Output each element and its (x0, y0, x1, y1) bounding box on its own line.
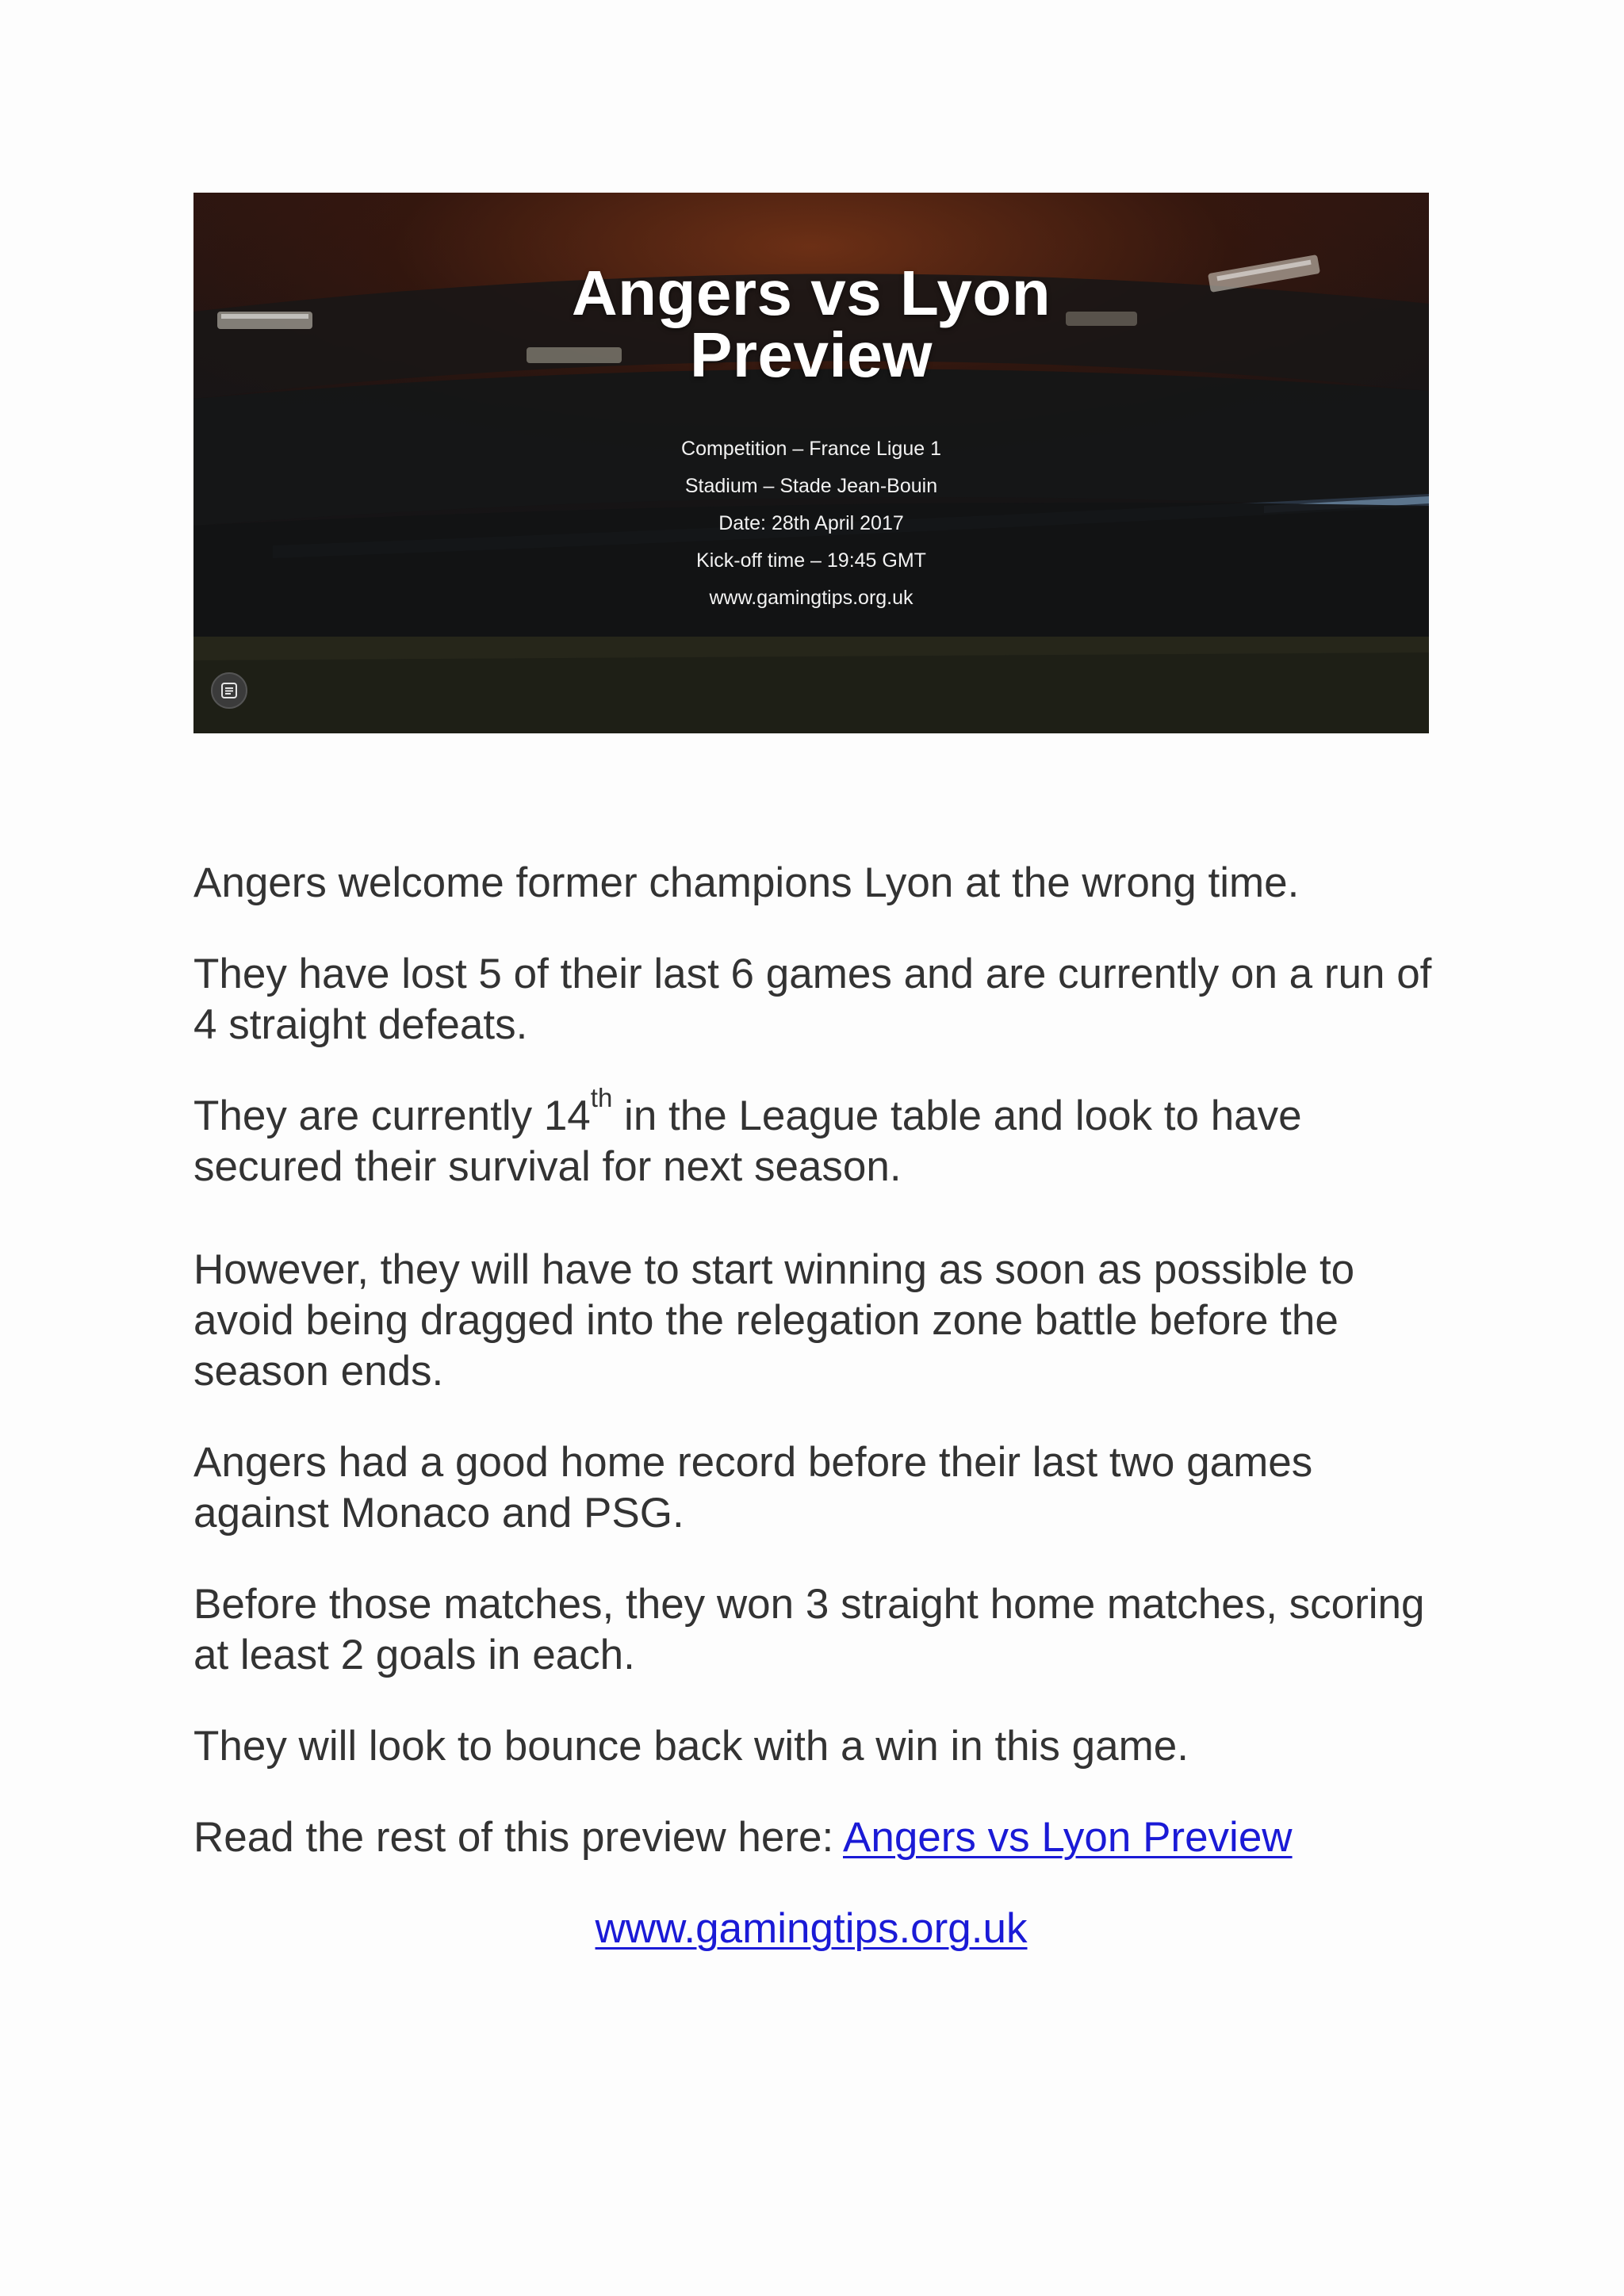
paragraph-3-start: They are currently 14 (193, 1093, 591, 1139)
banner-website: www.gamingtips.org.uk (709, 587, 914, 609)
paragraph-1: Angers welcome former champions Lyon at the wrong time. (193, 859, 1300, 906)
paragraph-2: They have lost 5 of their last 6 games and are currently on a run of 4 straight defeats. (193, 951, 1432, 1048)
banner-title-line-2: Preview (690, 320, 933, 390)
paragraph-3-end: in the League table and look to have secured their survival for next season. (193, 1093, 1302, 1190)
preview-banner-image (193, 193, 1429, 733)
banner-date: Date: 28th April 2017 (718, 512, 904, 534)
ordinal-suffix: th (590, 1083, 613, 1113)
banner-match-info (193, 430, 1429, 617)
paragraph-5: Angers had a good home record before their last two games against Monaco and PSG. (193, 1439, 1313, 1536)
list-icon-glyph (220, 682, 238, 699)
list-icon[interactable] (211, 672, 247, 709)
banner-competition: Competition – France Ligue 1 (681, 438, 941, 460)
read-more-prefix: Read the rest of this preview here: (193, 1814, 843, 1861)
paragraph-7: They will look to bounce back with a win in this game. (193, 1723, 1189, 1770)
website-link[interactable]: www.gamingtips.org.uk (595, 1905, 1028, 1952)
article-body (193, 858, 1446, 1995)
paragraph-6: Before those matches, they won 3 straight home matches, scoring at least 2 goals in each. (193, 1581, 1425, 1678)
banner-title-line-1: Angers vs Lyon (571, 258, 1051, 328)
paragraph-3 (193, 1083, 1446, 1192)
paragraph-8 (193, 1812, 1446, 1863)
banner-title (193, 258, 1429, 390)
banner-stadium: Stadium – Stade Jean-Bouin (684, 475, 938, 497)
banner-kickoff: Kick-off time – 19:45 GMT (696, 549, 926, 572)
paragraph-4: However, they will have to start winning as soon as possible to avoid being dragged into the relegation zone battle before the season ends. (193, 1246, 1355, 1395)
preview-link[interactable]: Angers vs Lyon Preview (843, 1814, 1293, 1861)
site-link-row (193, 1904, 1429, 1954)
